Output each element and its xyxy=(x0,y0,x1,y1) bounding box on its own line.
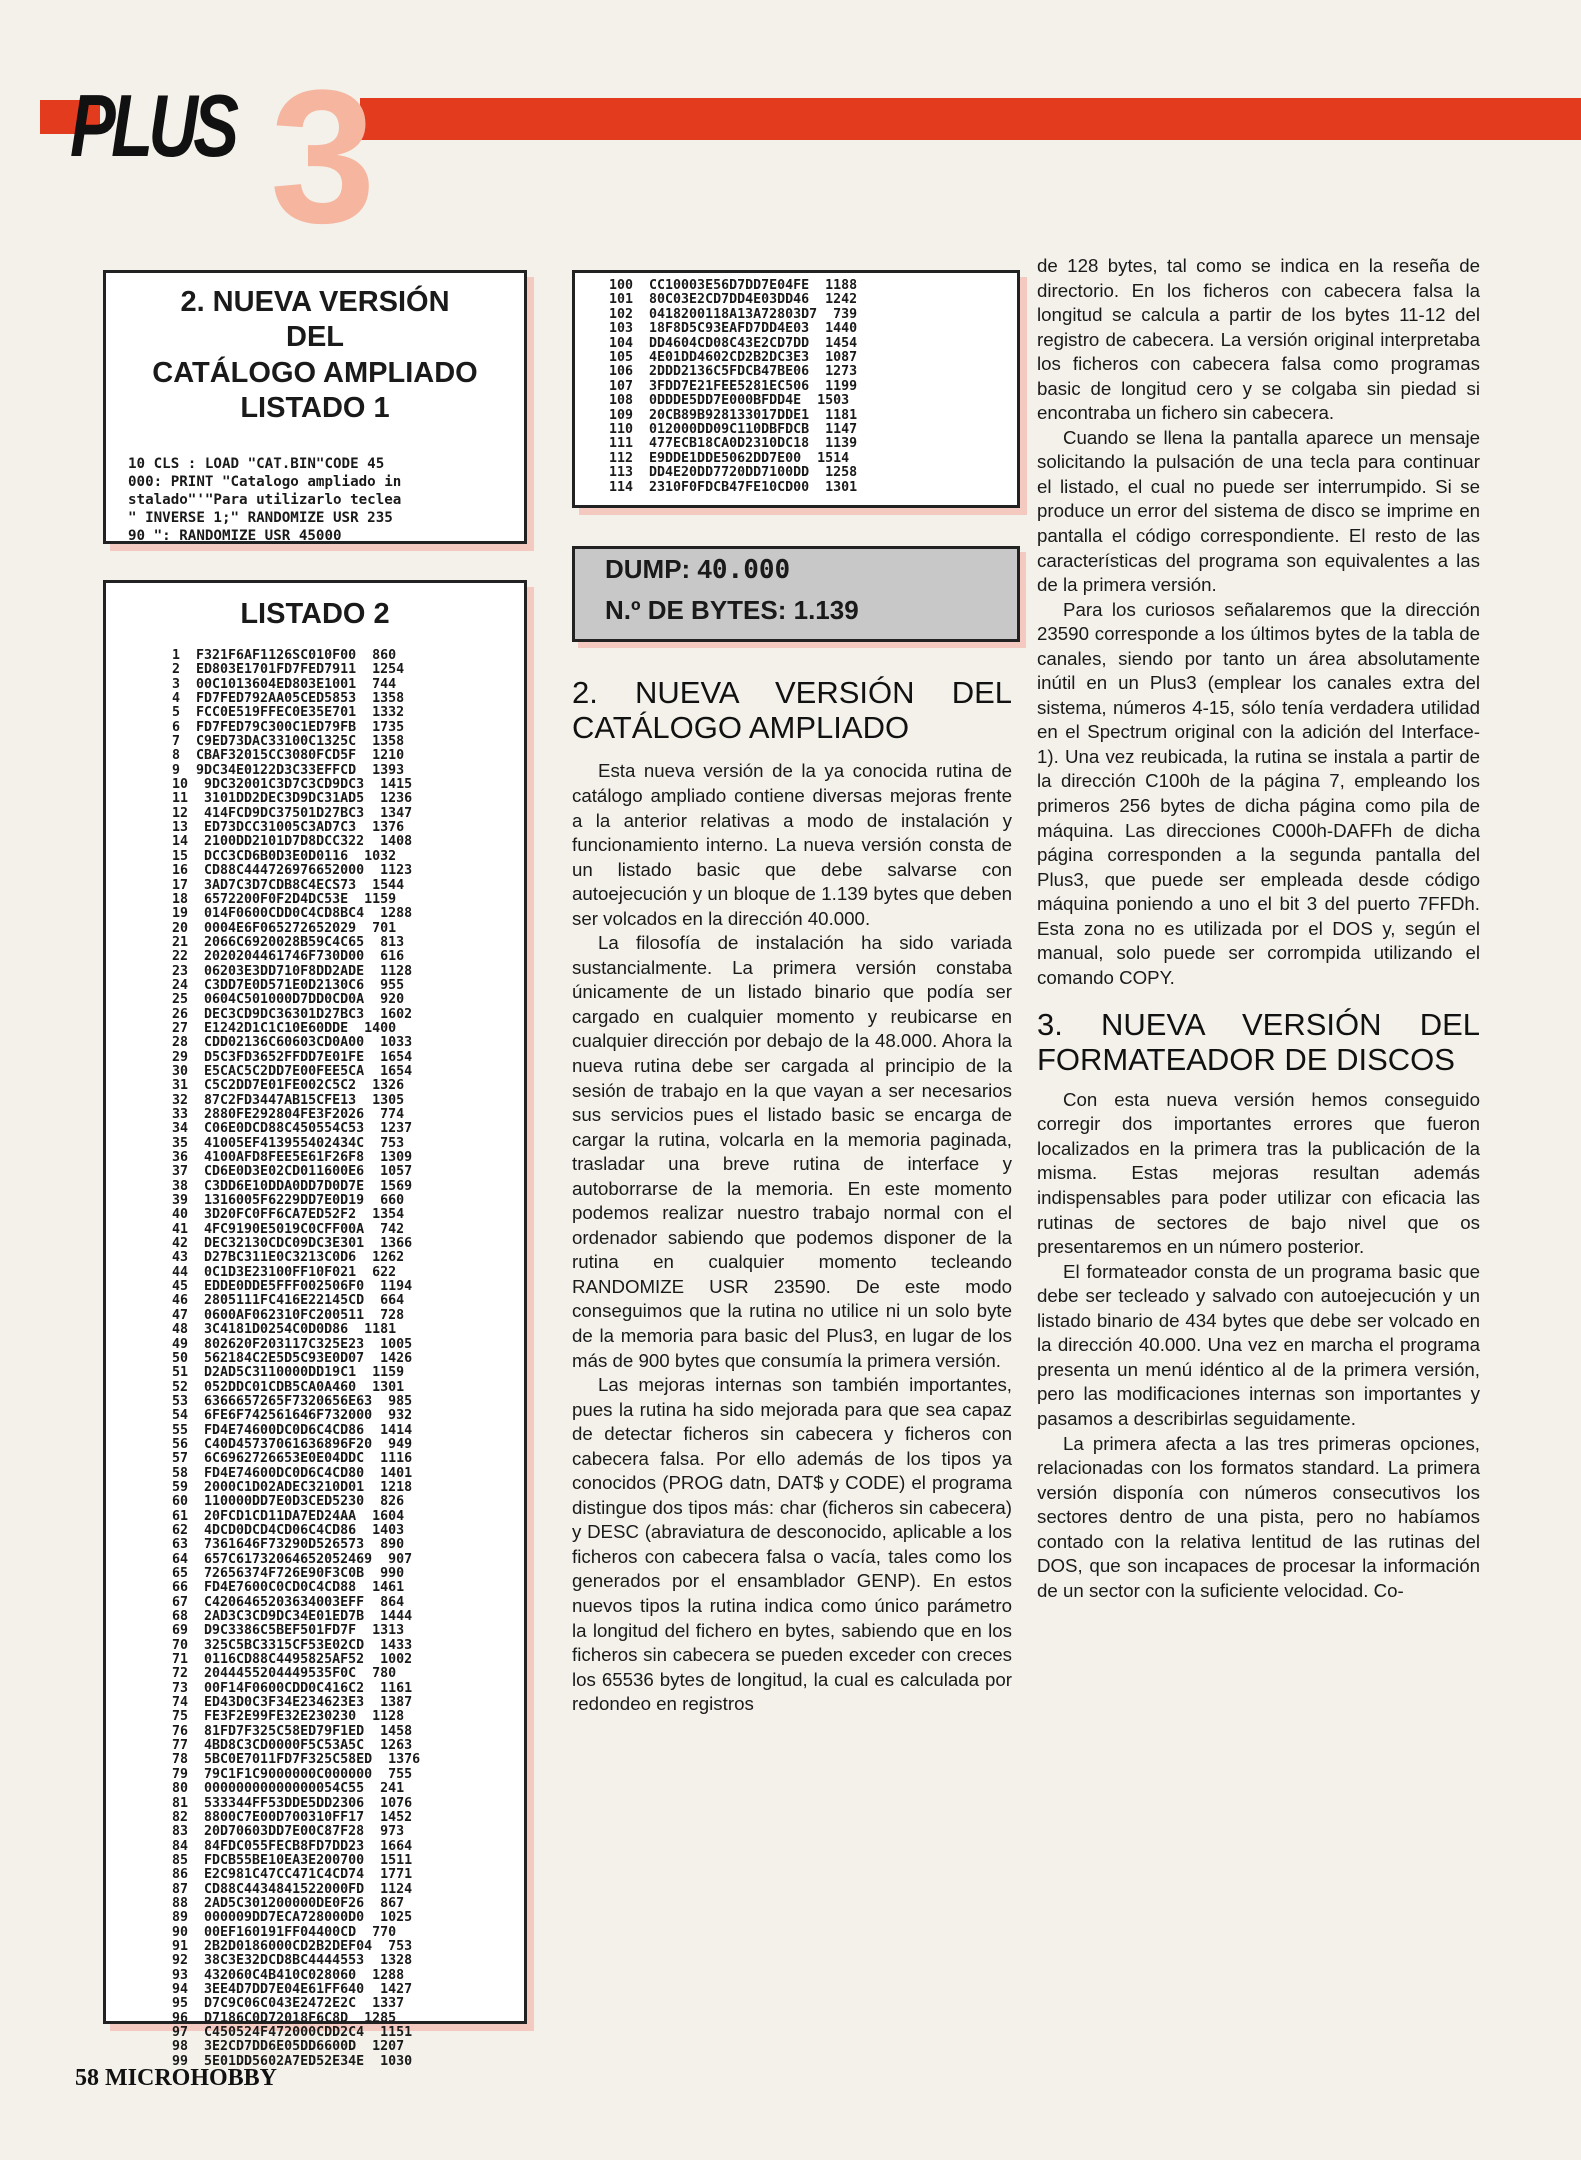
code-line: " INVERSE 1;" RANDOMIZE USR 235 xyxy=(128,509,393,526)
plus3-logo xyxy=(70,51,380,263)
code-line: 1 F321F6AF1126SC010F00 860 xyxy=(172,648,397,663)
magazine-name: MICROHOBBY xyxy=(105,2065,278,2091)
code-line: 60 110000DD7E0D3CED5230 826 xyxy=(172,1494,405,1510)
code-line: 109 20CB89B928133017DDE1 1181 xyxy=(609,407,858,423)
code-line: 2 ED803E1701FD7FED7911 1254 xyxy=(172,662,405,678)
code-line: 61 20FCD1CD11DA7ED24AA 1604 xyxy=(172,1508,405,1524)
logo-number: 3 xyxy=(270,51,376,263)
code-line: 22 2020204461746F730D00 616 xyxy=(172,949,405,965)
code-line: 72 2044455204449535F0C 780 xyxy=(172,1666,397,1682)
paragraph: de 128 bytes, tal como se indica en la reseña de directorio. En los ficheros con cabecera falsa la longitud se calcula a partir de los bytes 11-12 del registro de cabecera. La versión original interpretaba los ficheros con cabecera falsa como programas basic de longitud cero y se colgaba sin piedad si encontraba un fichero sin cabecera. xyxy=(1037,255,1480,424)
code-line: 113 DD4E20DD7720DD7100DD 1258 xyxy=(609,465,858,481)
code-line: 41 4FC9190E5019C0CFF00A 742 xyxy=(172,1221,405,1237)
code-line: 53 6366657265F7320656E63 985 xyxy=(172,1393,413,1409)
code-line: 82 8800C7E00D700310FF17 1452 xyxy=(172,1809,413,1825)
code-line: stalado"'"Para utilizarlo teclea xyxy=(128,491,402,508)
code-line: 86 E2C981C47CC471C4CD74 1771 xyxy=(172,1867,413,1883)
paragraph: Las mejoras internas son también importantes, pues la rutina ha sido mejorada para que sea capaz de detectar ficheros sin cabecera y ficheros con cabecera falsa. Por ello además de los tipos ya conocidos (PROG datn, DAT$ y CODE) el programa distingue dos tipos más: char (ficheros sin cabecera) y DESC (abraviatura de desconocido, aplicable a los ficheros con cabecera falsa o vacía, tales como los generados por el ensamblador GENP). En estos nuevos tipos la rutina indica como único parámetro la longitud del fichero en bytes, sabiendo que en los ficheros sin cabecera se pueden exceder con creces los 65536 bytes de longitud, la cual es calculada por redondeo en registros xyxy=(572,1374,1012,1715)
code-line: 5 FCC0E519FFEC0E35E701 1332 xyxy=(172,705,405,721)
code-line: 97 C450524F472000CDD2C4 1151 xyxy=(172,2025,413,2040)
code-line: 27 E1242D1C1C10E60DDE 1400 xyxy=(172,1020,397,1036)
code-line: 107 3FDD7E21FEE5281EC506 1199 xyxy=(609,378,858,394)
code-line: 70 325C5BC3315CF53E02CD 1433 xyxy=(172,1637,413,1653)
code-line: 78 5BC0E7011FD7F325C58ED 1376 xyxy=(172,1752,421,1768)
paragraph: La primera afecta a las tres primeras opciones, relacionadas con los formatos standard. La primera versión disponía con números consecutivos los sectores dentro de una pista, pero no habíamos contado con la relativa lentitud de las rutinas del DOS, que son incapaces de procesar la información de un sector con la suficiente velocidad. Co- xyxy=(1037,1432,1480,1601)
code-line: 23 06203E3DD710F8DD2ADE 1128 xyxy=(172,963,413,979)
code-line: 39 1316005F6229DD7E0D19 660 xyxy=(172,1193,405,1209)
code-line: 58 FD4E74600DC0D6C4CD80 1401 xyxy=(172,1465,413,1481)
code-line: 90 00EF160191FF04400CD 770 xyxy=(172,1924,397,1940)
code-line: 4 FD7FED792AA05CED5853 1358 xyxy=(172,691,405,707)
code-line: 68 2AD3C3CD9DC34E01ED7B 1444 xyxy=(172,1609,413,1625)
paragraph: Cuando se llena la pantalla aparece un mensaje solicitando la pulsación de una tecla para continuar el listado, el cual no puede ser interrumpido. Si se produce un error del sistema de disco se imprime en pantalla el código correspondiente. El resto de las características del programa son equivalentes a las de la primera versión. xyxy=(1037,426,1480,596)
code-line: 48 3C4181D0254C0D0D86 1181 xyxy=(172,1322,397,1338)
code-line: 51 D2AD5C3110000DD19C1 1159 xyxy=(172,1365,405,1381)
code-line: 28 CDD02136C60603CD0A00 1033 xyxy=(172,1035,413,1051)
paragraph: La filosofía de instalación ha sido variada sustancialmente. La primera versión constaba únicamente de un listado binario que podía ser cargado en cualquier momento y reubicarse en cualquier dirección por debajo de la 48.000. Ahora la nueva rutina debe ser cargada al principio de la sesión de trabajo en la que vayan a ser necesarios sus servicios pues el listado basic se encarga de cargar la rutina, volcarla en la memoria paginada, trasladar una breve rutina de interface y autoborrarse de la memoria. En este momento podemos realizar nuestro trabajo normal con el ordenador sabiendo que podemos disponer de la rutina en cualquier momento tecleando RANDOMIZE USR 23590. De este modo conseguimos que la rutina no utilice ni un solo byte de la memoria para basic del Plus3, en lugar de los más de 900 bytes que consumía la primera versión. xyxy=(572,932,1012,1371)
code-line: 96 D7186C0D72018F6C8D 1285 xyxy=(172,2010,397,2026)
code-line: 32 87C2FD3447AB15CFE13 1305 xyxy=(172,1092,405,1108)
listado3-box xyxy=(572,270,1020,508)
code-line: 114 2310F0FDCB47FE10CD00 1301 xyxy=(609,479,858,495)
code-line: 64 657C61732064652052469 907 xyxy=(172,1551,413,1567)
code-line: 69 D9C3386C5BEF501FD7F 1313 xyxy=(172,1623,405,1639)
heading-formateador: 3. NUEVA VERSIÓN DEL FORMATEADOR DE DISCOS xyxy=(1037,1007,1480,1078)
code-line: 88 2AD5C301200000DE0F26 867 xyxy=(172,1895,405,1911)
code-line: 108 0DDDE5DD7E000BFDD4E 1503 xyxy=(609,393,850,409)
code-line: 56 C40D45737061636896F20 949 xyxy=(172,1436,413,1452)
listado1-code xyxy=(128,455,506,545)
code-line: 43 D27BC311E0C3213C0D6 1262 xyxy=(172,1250,405,1266)
page-number: 58 xyxy=(75,2065,99,2091)
header-bar xyxy=(360,98,1581,140)
column-middle xyxy=(572,676,1012,1717)
listado2-code xyxy=(172,649,420,2069)
code-line: 24 C3DD7E0D571E0D2130C6 955 xyxy=(172,977,405,993)
code-line: 38 C3DD6E10DDA0DD7D0D7E 1569 xyxy=(172,1178,413,1194)
bytes-line: N.º DE BYTES: 1.139 xyxy=(605,595,859,625)
code-line: 17 3AD7C3D7CDB8C4ECS73 1544 xyxy=(172,877,405,893)
code-line: 84 84FDC055FECB8FD7DD23 1664 xyxy=(172,1838,413,1854)
code-line: 98 3E2CD7DD6E05DD6600D 1207 xyxy=(172,2039,405,2055)
code-line: 12 414FCD9DC37501D27BC3 1347 xyxy=(172,805,413,821)
listado1-title: 2. NUEVA VERSIÓN DEL CATÁLOGO AMPLIADO LISTADO 1 xyxy=(152,286,478,425)
code-line: 30 E5CAC5C2DD7E00FEE5CA 1654 xyxy=(172,1063,413,1079)
code-line: 50 562184C2E5D5C93E0D07 1426 xyxy=(172,1350,413,1366)
code-line: 74 ED43D0C3F34E234623E3 1387 xyxy=(172,1695,413,1711)
listado2-box xyxy=(103,580,527,2069)
footer xyxy=(75,2066,277,2090)
code-line: 21 2066C6920028B59C4C65 813 xyxy=(172,934,405,950)
code-line: 104 DD4604CD08C43E2CD7DD 1454 xyxy=(609,335,858,351)
paragraph: Esta nueva versión de la ya conocida rutina de catálogo ampliado contiene diversas mejoras frente a la anterior relativas a modo de instalación y funcionamiento interno. La nueva versión consta de un listado basic que debe salvarse con autoejecución y un bloque de 1.139 bytes que deben ser volcados en la dirección 40.000. xyxy=(572,760,1012,929)
code-line: 79 79C1F1C9000000C000000 755 xyxy=(172,1766,413,1782)
code-line: 101 80C03E2CD7DD4E03DD46 1242 xyxy=(609,292,858,308)
code-line: 34 C06E0DCD88C450554C53 1237 xyxy=(172,1121,413,1137)
code-line: 25 0604C501000D7DD0CD0A 920 xyxy=(172,992,405,1008)
listado3-code xyxy=(609,279,857,495)
code-line: 31 C5C2DD7E01FE002C5C2 1326 xyxy=(172,1078,405,1094)
code-line: 80 00000000000000054C55 241 xyxy=(172,1781,405,1797)
dump-line: DUMP: 40.000 xyxy=(605,554,791,585)
code-line: 59 2000C1D02ADEC3210D01 1218 xyxy=(172,1479,413,1495)
code-line: 87 CD88C4434841522000FD 1124 xyxy=(172,1881,413,1897)
column-right xyxy=(1037,254,1480,1603)
code-line: 46 2805111FC416E22145CD 664 xyxy=(172,1293,405,1309)
code-line: 13 ED73DCC31005C3AD7C3 1376 xyxy=(172,820,405,836)
code-line: 37 CD6E0D3E02CD011600E6 1057 xyxy=(172,1164,413,1180)
listado1-box xyxy=(103,270,527,544)
code-line: 65 72656374F726E90F3C0B 990 xyxy=(172,1566,405,1581)
code-line: 110 012000DD09C110DBFDCB 1147 xyxy=(609,422,858,438)
code-line: 91 2B2D0186000CD2B2DEF04 753 xyxy=(172,1938,413,1954)
code-line: 47 0600AF062310FC200511 728 xyxy=(172,1307,405,1323)
code-line: 71 0116CD88C4495825AF52 1002 xyxy=(172,1652,413,1668)
code-line: 111 477ECB18CA0D2310DC18 1139 xyxy=(609,436,858,452)
code-line: 67 C4206465203634003EFF 864 xyxy=(172,1594,405,1610)
code-line: 112 E9DDE1DDE5062DD7E00 1514 xyxy=(609,450,850,466)
code-line: 10 9DC32001C3D7C3CD9DC3 1415 xyxy=(172,777,413,793)
code-line: 45 EDDE0DDE5FFF002506F0 1194 xyxy=(172,1279,413,1295)
code-line: 33 2880FE292804FE3F2026 774 xyxy=(172,1107,405,1122)
paragraph: Con esta nueva versión hemos conseguido corregir dos importantes errores que fueron localizados en la primera tras la publicación de la misma. Estas mejoras resultan además indispensables para poder utilizar con eficacia las rutinas de sectores de bajo nivel que os presentaremos en un número posterior. xyxy=(1037,1088,1480,1258)
heading-catalogo: 2. NUEVA VERSIÓN DEL CATÁLOGO AMPLIADO xyxy=(572,675,1012,745)
code-line: 11 3101DD2DEC3D9DC31AD5 1236 xyxy=(172,791,413,807)
listado2-title: LISTADO 2 xyxy=(240,598,390,630)
code-line: 44 0C1D3E23100FF10F021 622 xyxy=(172,1264,397,1280)
code-line: 92 38C3E32DCD8BC4444553 1328 xyxy=(172,1953,413,1969)
code-line: 105 4E01DD4602CD2B2DC3E3 1087 xyxy=(609,350,858,366)
code-line: 81 533344FF53DDE5DD2306 1076 xyxy=(172,1795,413,1811)
code-line: 20 0004E6F065272652029 701 xyxy=(172,920,397,936)
code-line: 94 3EE4D7DD7E04E61FF640 1427 xyxy=(172,1981,413,1997)
code-line: 55 FD4E74600DC0D6C4CD86 1414 xyxy=(172,1422,413,1438)
code-line: 3 00C1013604ED803E1001 744 xyxy=(172,676,397,692)
code-line: 76 81FD7F325C58ED79F1ED 1458 xyxy=(172,1723,413,1739)
code-line: 40 3D20FC0FF6CA7ED52F2 1354 xyxy=(172,1207,405,1223)
code-line: 52 052DDC01CDB5CA0A460 1301 xyxy=(172,1379,405,1395)
code-line: 16 CD88C444726976652000 1123 xyxy=(172,863,413,879)
code-line: 93 432060C4B410C028060 1288 xyxy=(172,1967,405,1983)
code-line: 62 4DCD0DCD4CD06C4CD86 1403 xyxy=(172,1522,405,1538)
code-line: 9 9DC34E0122D3C33EFFCD 1393 xyxy=(172,762,405,778)
code-line: 42 DEC32130CDC09DC3E301 1366 xyxy=(172,1236,413,1252)
code-line: 6 FD7FED79C300C1ED79FB 1735 xyxy=(172,719,405,735)
code-line: 49 802620F203117C325E23 1005 xyxy=(172,1336,413,1352)
logo-text: PLUS xyxy=(70,76,235,175)
code-line: 85 FDCB55BE10EA3E200700 1511 xyxy=(172,1852,413,1868)
code-line: 57 6C6962726653E0E04DDC 1116 xyxy=(172,1451,413,1467)
code-line: 90 ": RANDOMIZE USR 45000 xyxy=(128,527,342,544)
code-line: 18 6572200F0F2D4DC53E 1159 xyxy=(172,891,397,907)
dump-box xyxy=(572,546,1020,642)
code-line: 29 D5C3FD3652FFDD7E01FE 1654 xyxy=(172,1049,413,1065)
code-line: 83 20D70603DD7E00C87F28 973 xyxy=(172,1824,405,1840)
paragraph: El formateador consta de un programa basic que debe ser tecleado y salvado con autoejecución y un listado binario de 434 bytes que debe ser volcado en la dirección 40.000. Una vez en marcha el programa presenta un menú idéntico al de la primera versión, pero las modificaciones internas son importantes y pasamos a describirlas seguidamente. xyxy=(1037,1260,1480,1429)
code-line: 102 0418200118A13A72803D7 739 xyxy=(609,306,858,322)
code-line: 95 D7C9C06C043E2472E2C 1337 xyxy=(172,1996,405,2012)
code-line: 54 6FE6F742561646F732000 932 xyxy=(172,1408,413,1424)
code-line: 99 5E01DD5602A7ED52E34E 1030 xyxy=(172,2053,413,2069)
code-line: 14 2100DD2101D7D8DCC322 1408 xyxy=(172,834,413,850)
code-line: 7 C9ED73DAC33100C1325C 1358 xyxy=(172,734,405,750)
code-line: 100 CC10003E56D7DD7E04FE 1188 xyxy=(609,278,858,293)
code-line: 106 2DDD2136C5FDCB47BE06 1273 xyxy=(609,364,858,380)
code-line: 66 FD4E7600C0CD0C4CD88 1461 xyxy=(172,1580,405,1596)
code-line: 000: PRINT "Catalogo ampliado in xyxy=(128,473,402,490)
code-line: 73 00F14F0600CDD0C416C2 1161 xyxy=(172,1680,413,1696)
code-line: 35 41005EF413955402434C 753 xyxy=(172,1135,405,1151)
code-line: 75 FE3F2E99FE32E230230 1128 xyxy=(172,1709,405,1725)
code-line: 63 7361646F73290D526573 890 xyxy=(172,1537,405,1553)
code-line: 103 18F8D5C93EAFD7DD4E03 1440 xyxy=(609,321,858,337)
code-line: 19 014F0600CDD0C4CD8BC4 1288 xyxy=(172,906,413,922)
code-line: 89 000009DD7ECA728000D0 1025 xyxy=(172,1910,413,1926)
code-line: 36 4100AFD8FEE5E61F26F8 1309 xyxy=(172,1150,413,1166)
paragraph: Para los curiosos señalaremos que la dirección 23590 corresponde a los últimos bytes de la tabla de canales, siendo por tanto un área absolutamente inútil en un Plus3 (emplear los canales extra del sistema, números 4-15, sólo tenía verdadera utilidad en el Spectrum original con la adición del Interface-1). Una vez reubicada, la rutina se instala a partir de la dirección C100h de la página 7, empleando los primeros 256 bytes de dicha página como pila de máquina. Las direcciones C000h-DAFFh de dicha página corresponden a la segunda pantalla del Plus3, que puede ser empleada desde código máquina poniendo a uno el bit 3 del puerto 7FFDh. Esta zona no es utilizada por el DOS y, según el manual, solo puede ser corrompida utilizando el comando COPY. xyxy=(1037,598,1480,988)
code-line: 10 CLS : LOAD "CAT.BIN"CODE 45 xyxy=(128,455,385,472)
code-line: 15 DCC3CD6B0D3E0D0116 1032 xyxy=(172,848,397,864)
code-line: 77 4BD8C3CD0000F5C53A5C 1263 xyxy=(172,1738,413,1754)
code-line: 8 CBAF32015CC3080FCD5F 1210 xyxy=(172,748,405,764)
code-line: 26 DEC3CD9DC36301D27BC3 1602 xyxy=(172,1006,413,1022)
